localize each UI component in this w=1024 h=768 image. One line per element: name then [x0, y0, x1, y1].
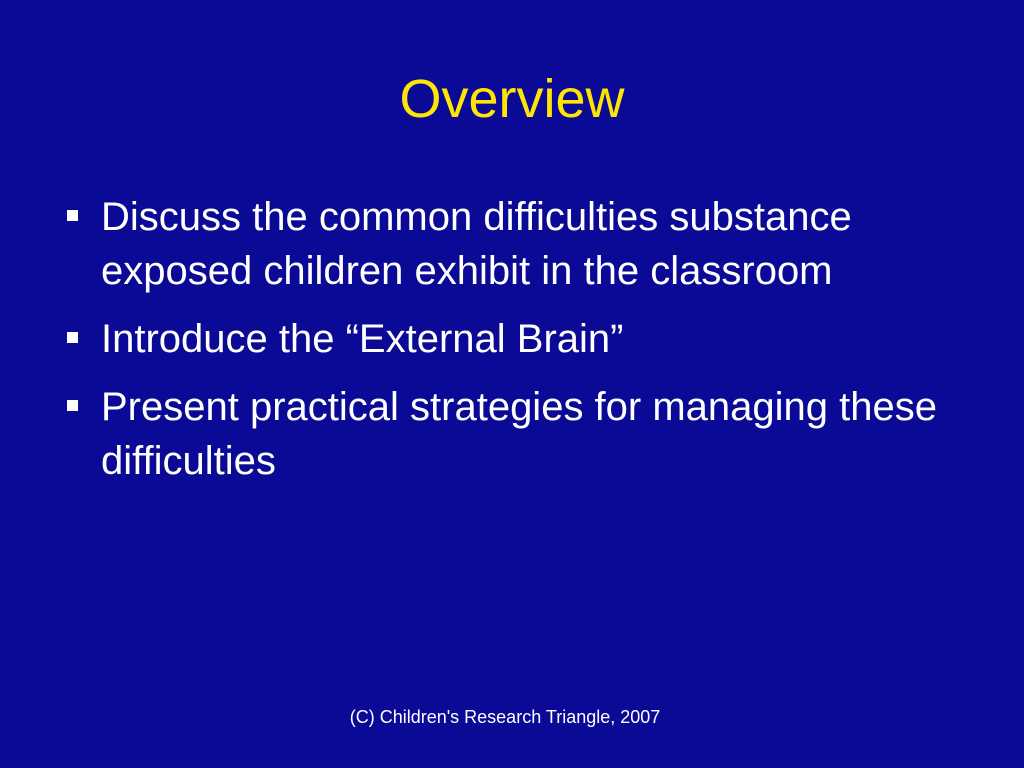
square-bullet-icon	[67, 332, 78, 343]
bullet-item	[64, 190, 964, 298]
bullet-list	[64, 190, 964, 502]
bullet-text: Introduce the “External Brain”	[101, 317, 624, 361]
bullet-item	[64, 380, 964, 488]
slide-title: Overview	[399, 69, 625, 129]
square-bullet-icon	[67, 210, 78, 221]
bullet-text: Discuss the common difficulties substance exposed children exhibit in the classroom	[101, 195, 852, 293]
bullet-text: Present practical strategies for managing these difficulties	[101, 385, 937, 483]
square-bullet-icon	[67, 400, 78, 411]
slide-footer: (C) Children's Research Triangle, 2007	[349, 707, 661, 727]
bullet-item	[64, 312, 964, 366]
